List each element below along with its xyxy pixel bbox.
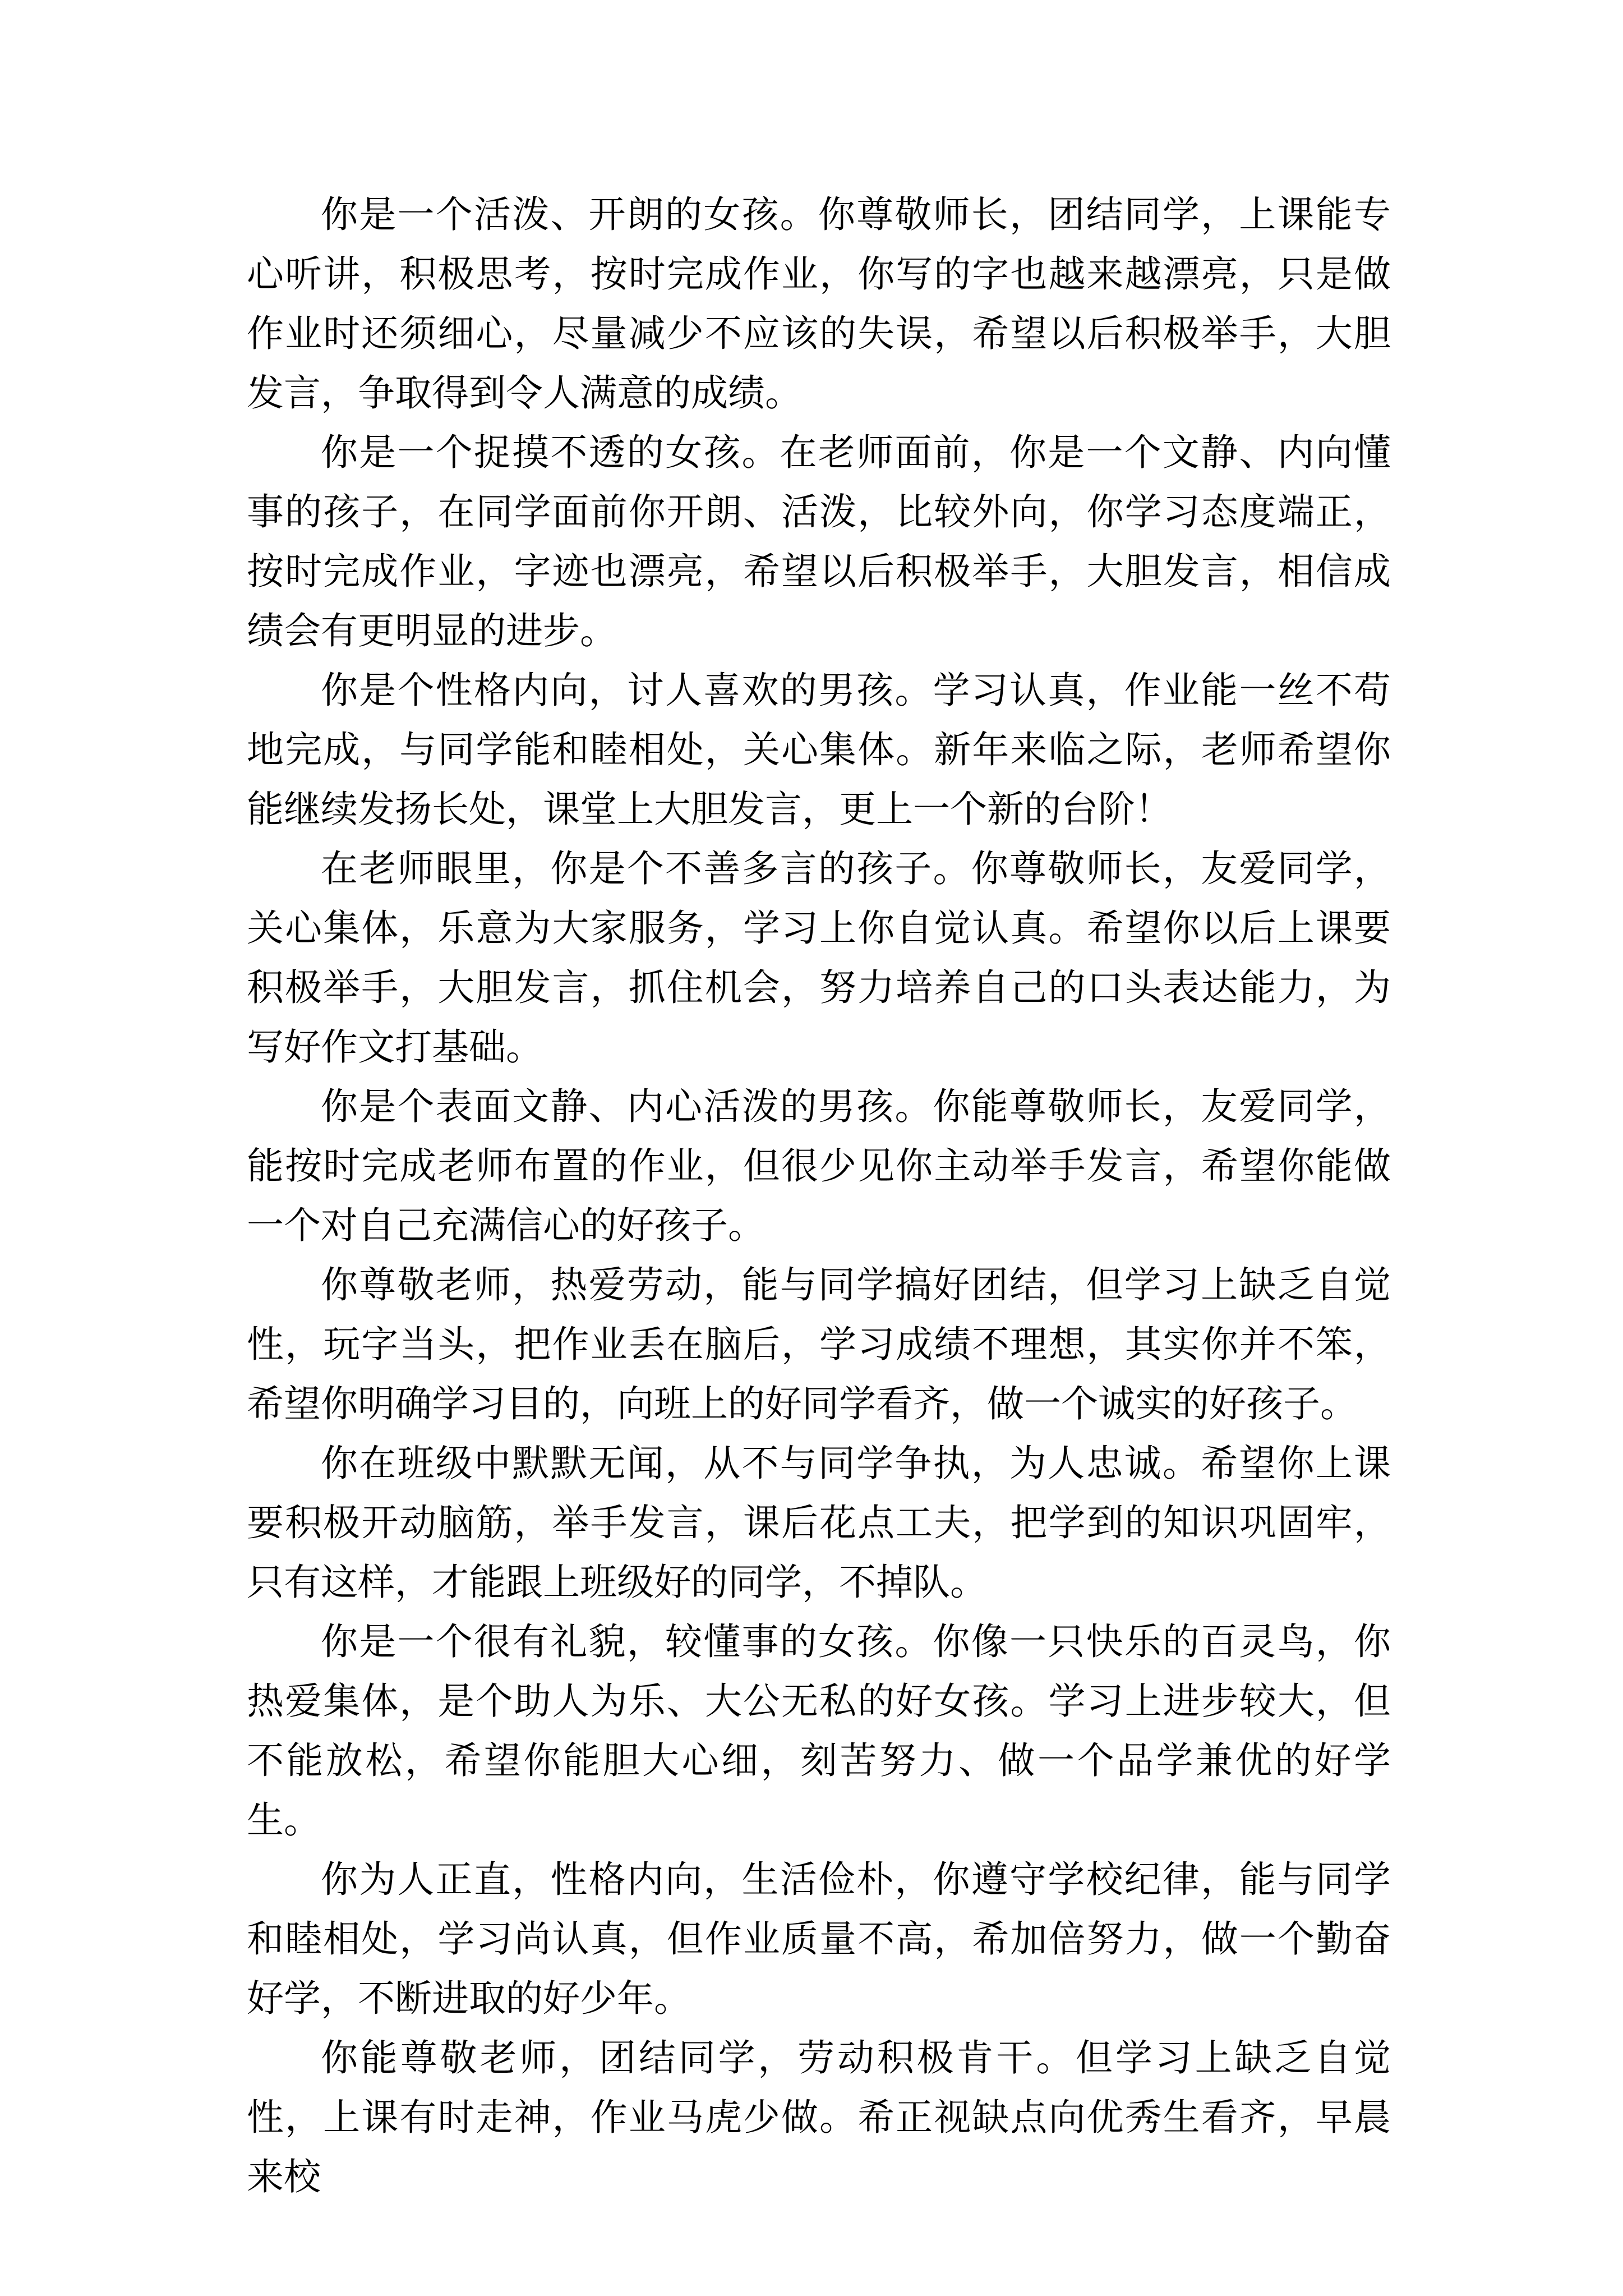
comment-paragraph-2: 你是一个捉摸不透的女孩。在老师面前，你是一个文静、内向懂事的孩子，在同学面前你开朗、活泼，比较外向，你学习态度端正，按时完成作业，字迹也漂亮，希望以后积极举手，大胆发言，相信成绩会有更明显的进步。 <box>247 431 1391 652</box>
comment-paragraph-10: 你能尊敬老师，团结同学，劳动积极肯干。但学习上缺乏自觉性，上课有时走神，作业马虎少做。希正视缺点向优秀生看齐，早晨来校 <box>247 2036 1391 2198</box>
comment-paragraph-9: 你为人正直，性格内向，生活俭朴，你遵守学校纪律，能与同学和睦相处，学习尚认真，但作业质量不高，希加倍努力，做一个勤奋好学，不断进取的好少年。 <box>247 1858 1391 2020</box>
document-body <box>247 185 1391 2207</box>
comment-paragraph-8: 你是一个很有礼貌，较懂事的女孩。你像一只快乐的百灵鸟，你热爱集体，是个助人为乐、大公无私的好女孩。学习上进步较大，但不能放松，希望你能胆大心细，刻苦努力、做一个品学兼优的好学生。 <box>247 1620 1391 1842</box>
comment-paragraph-1: 你是一个活泼、开朗的女孩。你尊敬师长，团结同学，上课能专心听讲，积极思考，按时完成作业，你写的字也越来越漂亮，只是做作业时还须细心，尽量减少不应该的失误，希望以后积极举手，大胆发言，争取得到令人满意的成绩。 <box>247 193 1391 415</box>
comment-paragraph-4: 在老师眼里，你是个不善多言的孩子。你尊敬师长，友爱同学，关心集体，乐意为大家服务，学习上你自觉认真。希望你以后上课要积极举手，大胆发言，抓住机会，努力培养自己的口头表达能力，为写好作文打基础。 <box>247 847 1391 1069</box>
comment-paragraph-7: 你在班级中默默无闻，从不与同学争执，为人忠诚。希望你上课要积极开动脑筋，举手发言，课后花点工夫，把学到的知识巩固牢，只有这样，才能跟上班级好的同学，不掉队。 <box>247 1442 1391 1604</box>
comment-paragraph-5: 你是个表面文静、内心活泼的男孩。你能尊敬师长，友爱同学，能按时完成老师布置的作业，但很少见你主动举手发言，希望你能做一个对自己充满信心的好孩子。 <box>247 1085 1391 1247</box>
comment-paragraph-3: 你是个性格内向，讨人喜欢的男孩。学习认真，作业能一丝不苟地完成，与同学能和睦相处，关心集体。新年来临之际，老师希望你能继续发扬长处，课堂上大胆发言，更上一个新的台阶！ <box>247 669 1391 831</box>
comment-paragraph-6: 你尊敬老师，热爱劳动，能与同学搞好团结，但学习上缺乏自觉性，玩字当头，把作业丢在脑后，学习成绩不理想，其实你并不笨，希望你明确学习目的，向班上的好同学看齐，做一个诚实的好孩子。 <box>247 1263 1391 1425</box>
